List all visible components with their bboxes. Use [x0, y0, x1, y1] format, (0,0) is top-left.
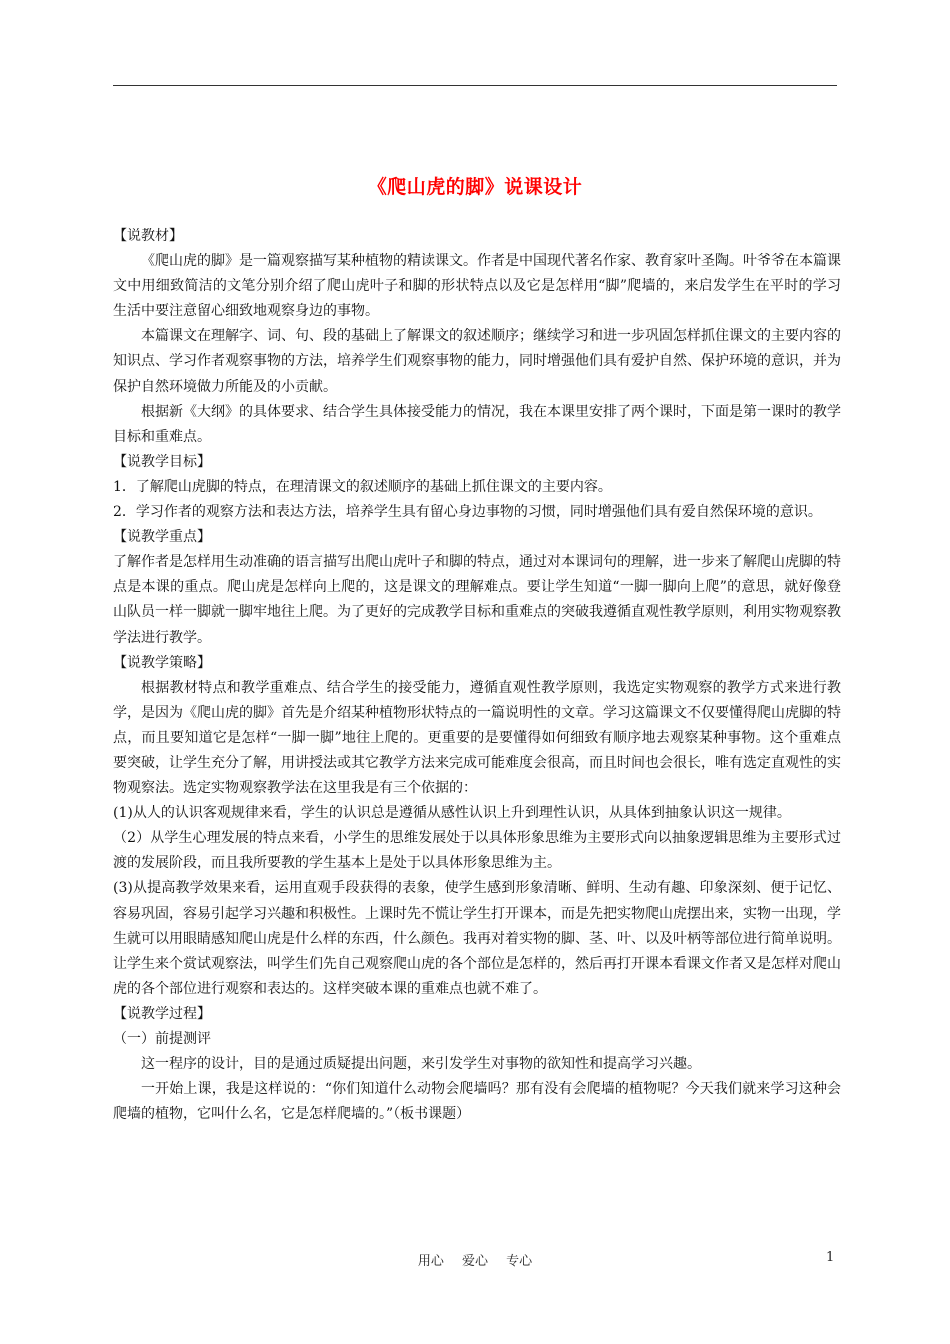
footer-motto: 用心 爱心 专心 [417, 1254, 533, 1269]
document-title: 《爬山虎的脚》说课设计 [367, 176, 583, 198]
paragraph: 【说教学重点】 [113, 529, 211, 546]
paragraph: 【说教材】 [113, 228, 183, 244]
paragraph: 【说教学目标】 [113, 453, 211, 470]
paragraph: 1．了解爬山虎脚的特点，在理清课文的叙述顺序的基础上抓住课文的主要内容。 [113, 478, 612, 495]
header-rule [113, 85, 837, 86]
page-number: 1 [826, 1250, 835, 1265]
paragraph: 根据教材特点和教学重难点、结合学生的接受能力，遵循直观性教学原则，我选定实物观察的教学方式来进行教学，是因为《爬山虎的脚》首先是介绍某种植物形状特点的一篇说明性的文章。学习这篇课文不仅要懂得爬山虎脚的特点，而且要知道它是怎样“一脚一脚”地往上爬的。更重要的是要懂得如何细致有顺序地去观察某种事物。这个重难点要突破，让学生充分了解，用讲授法或其它教学方法来完成可能难度会很高，而且时间也会很长，唯有选定直观性的实物观察法。选定实物观察教学法在这里我是有三个依据的： [113, 679, 841, 797]
paragraph: (3)从提高教学效果来看，运用直观手段获得的表象，使学生感到形象清晰、鲜明、生动有趣、印象深刻、便于记忆、容易巩固，容易引起学习兴趣和积极性。上课时先不慌让学生打开课本，而是先把实物爬山虎摆出来，实物一出现，学生就可以用眼睛感知爬山虎是什么样的东西，什么颜色。我再对着实物的脚、茎、叶、以及叶柄等部位进行简单说明。让学生来个赏试观察法，叫学生们先自己观察爬山虎的各个部位是怎样的，然后再打开课本看课文作者又是怎样对爬山虎的各个部位进行观察和表达的。这样突破本课的重难点也就不难了。 [113, 880, 841, 997]
paragraph: 【说教学过程】 [113, 1005, 211, 1022]
paragraph: 这一程序的设计，目的是通过质疑提出问题，来引发学生对事物的欲知性和提高学习兴趣。 [141, 1056, 701, 1073]
paragraph: 【说教学策略】 [113, 654, 211, 671]
paragraph: 了解作者是怎样用生动准确的语言描写出爬山虎叶子和脚的特点，通过对本课词句的理解，进一步来了解爬山虎脚的特点是本课的重点。爬山虎是怎样向上爬的，这是课文的理解难点。要让学生知道“一脚一脚向上爬”的意思，就好像登山队员一样一脚就一脚牢地往上爬。为了更好的完成教学目标和重难点的突破我遵循直观性教学原则，利用实物观察教学法进行教学。 [113, 554, 841, 646]
document-body [113, 224, 841, 1127]
paragraph: 一开始上课，我是这样说的：“你们知道什么动物会爬墙吗？那有没有会爬墙的植物呢？今天我们就来学习这种会爬墙的植物，它叫什么名，它是怎样爬墙的。”（板书课题） [113, 1081, 841, 1123]
paragraph: （2）从学生心理发展的特点来看，小学生的思维发展处于以具体形象思维为主要形式向以抽象逻辑思维为主要形式过渡的发展阶段，而且我所要教的学生基本上是处于以具体形象思维为主。 [113, 830, 841, 872]
paragraph: 本篇课文在理解字、词、句、段的基础上了解课文的叙述顺序；继续学习和进一步巩固怎样抓住课文的主要内容的知识点、学习作者观察事物的方法，培养学生们观察事物的能力，同时增强他们具有爱护自然、保护环境的意识，并为保护自然环境做力所能及的小贡献。 [113, 328, 841, 395]
paragraph: 2．学习作者的观察方法和表达方法，培养学生具有留心身边事物的习惯，同时增强他们具有爱自然保环境的意识。 [113, 504, 822, 521]
paragraph: 根据新《大纲》的具体要求、结合学生具体接受能力的情况，我在本课里安排了两个课时，下面是第一课时的教学目标和重难点。 [113, 403, 841, 445]
paragraph: （一）前提测评 [113, 1031, 211, 1047]
paragraph: (1)从人的认识客观规律来看，学生的认识总是遵循从感性认识上升到理性认识，从具体到抽象认识这一规律。 [113, 805, 791, 822]
paragraph: 《爬山虎的脚》是一篇观察描写某种植物的精读课文。作者是中国现代著名作家、教育家叶圣陶。叶爷爷在本篇课文中用细致简洁的文笔分别介绍了爬山虎叶子和脚的形状特点以及它是怎样用“脚”爬墙的，来启发学生在平时的学习生活中要注意留心细致地观察身边的事物。 [113, 253, 841, 320]
